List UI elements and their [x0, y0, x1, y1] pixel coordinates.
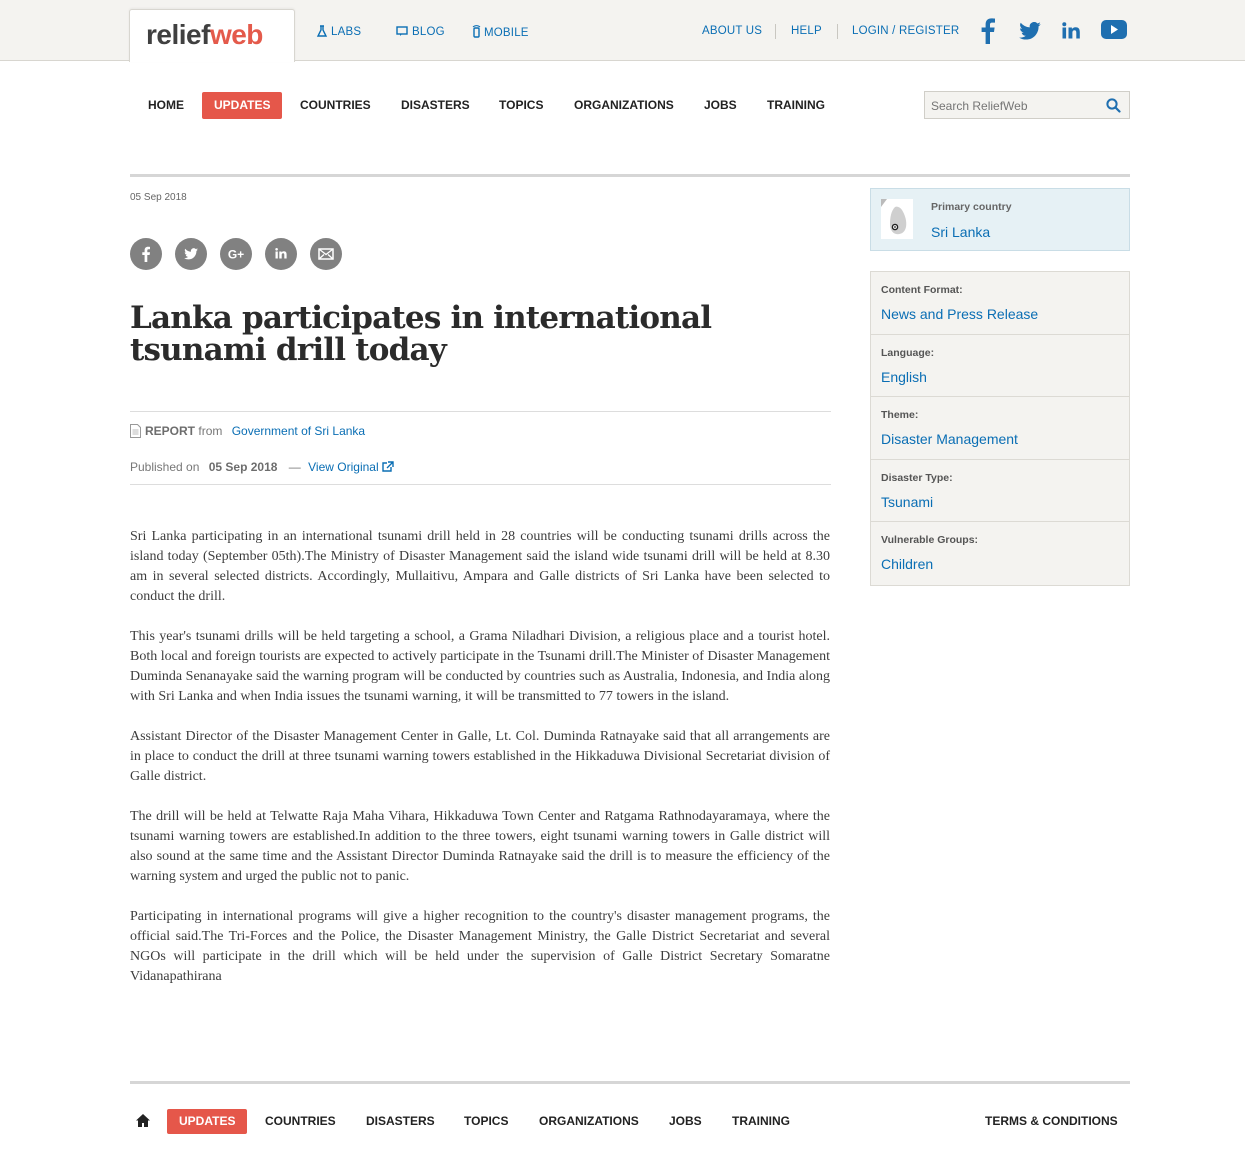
facet-label: Language:	[881, 346, 935, 359]
email-icon	[310, 238, 342, 270]
youtube-icon[interactable]	[1101, 20, 1127, 39]
facet-vulnerable-groups	[871, 522, 1129, 585]
external-link-icon	[382, 461, 394, 472]
source-link[interactable]: Government of Sri Lanka	[231, 424, 366, 438]
nav-disasters[interactable]: DISASTERS	[401, 98, 470, 112]
login-register-link[interactable]: LOGIN / REGISTER	[852, 25, 960, 37]
mobile-icon	[472, 25, 481, 38]
footer-disasters[interactable]: DISASTERS	[366, 1114, 435, 1128]
body-paragraph: Participating in international programs will give a higher recognition to the country's disaster management programs, the official said.The Tri-Forces and the Police, the Disaster Management Ministry, the Galle District Secretariat and several NGOs will participate in the drill which will be held under the supervision of Galle District Secretary Somaratne Vidanapathirana	[130, 909, 830, 984]
dash-separator: —	[288, 460, 301, 474]
flask-icon	[316, 25, 328, 37]
nav-countries[interactable]: COUNTRIES	[300, 98, 371, 112]
blog-label: BLOG	[412, 26, 445, 38]
divider	[775, 24, 776, 39]
report-line	[130, 424, 365, 438]
published-label: Published on	[130, 460, 200, 474]
view-original-label: View Original	[308, 460, 379, 474]
logo-text-web: web	[209, 19, 263, 50]
primary-country-label: Primary country	[931, 201, 1012, 213]
divider	[837, 24, 838, 39]
facet-label: Content Format:	[881, 284, 963, 296]
linkedin-icon	[265, 238, 297, 270]
facets-box	[870, 271, 1130, 586]
linkedin-icon[interactable]	[1062, 22, 1081, 39]
footer-home-link[interactable]	[126, 1109, 160, 1134]
published-line	[130, 460, 394, 474]
nav-updates[interactable]: UPDATES	[202, 92, 282, 119]
facet-value-link[interactable]: Tsunami	[881, 493, 934, 510]
country-map-icon	[881, 199, 913, 239]
footer-jobs[interactable]: JOBS	[669, 1114, 702, 1128]
share-facebook-button[interactable]	[130, 238, 162, 270]
footer-updates[interactable]: UPDATES	[167, 1109, 247, 1134]
divider	[130, 174, 1130, 177]
search-input[interactable]	[931, 97, 1096, 114]
report-type: REPORT	[145, 424, 196, 438]
share-linkedin-button[interactable]	[265, 238, 297, 270]
facet-label: Disaster Type:	[881, 471, 953, 484]
nav-training[interactable]: TRAINING	[767, 98, 825, 112]
facet-value-link[interactable]: Children	[881, 556, 934, 573]
facet-theme	[871, 397, 1129, 460]
facet-value-link[interactable]: Disaster Management	[881, 431, 1018, 448]
terms-conditions-link[interactable]: TERMS & CONDITIONS	[985, 1114, 1118, 1128]
facebook-icon[interactable]	[980, 18, 996, 44]
logo-tab[interactable]	[129, 9, 295, 62]
nav-jobs[interactable]: JOBS	[704, 98, 737, 112]
help-link[interactable]: HELP	[791, 25, 822, 37]
body-paragraph: Sri Lanka participating in an international tsunami drill held in 28 countries will be conducting tsunami drills across the island today (September 05th).The Ministry of Disaster Management said the island wide tsunami drill will be held at 8.30 am in several selected districts. Accordingly, Mullaitivu, Ampara and Galle districts of Sri Lanka have been selected to conduct the drill.	[130, 529, 830, 604]
from-label: from	[198, 424, 223, 438]
about-us-link[interactable]: ABOUT US	[702, 25, 763, 37]
body-paragraph: The drill will be held at Telwatte Raja Maha Vihara, Hikkaduwa Town Center and Ratgama Rathnodayaramaya, where the tsunami warning towers are established.In addition to the three towers, eight tsunami warning towers in Galle district will also sound at the same time and the Assistant Director Duminda Ratnayake said the drill is to measure the efficiency of the warning system and urged the public not to panic.	[130, 809, 830, 884]
top-bar	[0, 0, 1245, 61]
nav-home[interactable]: HOME	[148, 98, 184, 112]
facet-value-link[interactable]: News and Press Release	[881, 306, 1039, 322]
footer-countries[interactable]: COUNTRIES	[265, 1114, 336, 1128]
footer-topics[interactable]: TOPICS	[464, 1114, 509, 1128]
twitter-icon	[175, 238, 207, 270]
labs-label: LABS	[331, 26, 362, 38]
twitter-icon[interactable]	[1019, 22, 1041, 40]
nav-topics[interactable]: TOPICS	[499, 98, 544, 112]
mobile-link[interactable]	[472, 25, 529, 39]
document-icon	[130, 424, 141, 438]
labs-link[interactable]	[316, 25, 361, 38]
body-paragraph: This year's tsunami drills will be held targeting a school, a Grama Niladhari Division, a religious place and a tourist hotel. Both local and foreign tourists are expected to actively participate in the Tsunami drill.The Minister of Disaster Management Duminda Senanayake said the warning program will be conducted by countries such as Australia, Indonesia, and India along with Sri Lanka and when India issues the tsunami warning, it will be transmitted to 77 towers in the island.	[130, 629, 830, 704]
facet-value-link[interactable]: English	[881, 368, 927, 385]
share-google-plus-button[interactable]	[220, 238, 252, 270]
google-plus-icon	[220, 238, 252, 270]
facebook-icon	[130, 238, 162, 270]
view-original-link[interactable]	[308, 460, 394, 474]
primary-country-link[interactable]: Sri Lanka	[931, 224, 991, 240]
article-body	[130, 527, 830, 1007]
share-twitter-button[interactable]	[175, 238, 207, 270]
search-icon[interactable]	[1106, 98, 1121, 113]
primary-country-box	[870, 188, 1130, 251]
article-meta	[130, 411, 831, 485]
nav-organizations[interactable]: ORGANIZATIONS	[574, 98, 674, 112]
article-date: 05 Sep 2018	[130, 192, 187, 203]
article-title: Lanka participates in international tsunami drill today	[130, 300, 712, 368]
facet-label: Vulnerable Groups:	[881, 534, 979, 547]
sri-lanka-map-icon	[881, 199, 913, 239]
footer-organizations[interactable]: ORGANIZATIONS	[539, 1114, 639, 1128]
footer-nav	[130, 1109, 1130, 1134]
divider	[130, 1081, 1130, 1084]
footer-training[interactable]: TRAINING	[732, 1114, 790, 1128]
facet-language	[871, 335, 1129, 398]
svg-text:G+: G+	[227, 247, 245, 262]
home-icon	[136, 1114, 150, 1127]
facet-content-format	[871, 272, 1129, 335]
facet-disaster-type	[871, 460, 1129, 523]
facet-label: Theme:	[881, 409, 919, 422]
logo-text-relief: relief	[146, 19, 210, 50]
search-box	[924, 91, 1130, 119]
share-email-button[interactable]	[310, 238, 342, 270]
body-paragraph: Assistant Director of the Disaster Management Center in Galle, Lt. Col. Duminda Ratnayake said that all arrangements are in place to conduct the drill at three tsunami warning towers established in the Hikkaduwa Divisional Secretariat division of Galle district.	[130, 729, 830, 784]
blog-icon	[396, 25, 409, 37]
mobile-label: MOBILE	[484, 27, 529, 39]
blog-link[interactable]	[396, 25, 445, 38]
published-date: 05 Sep 2018	[208, 460, 278, 474]
logo[interactable]	[146, 19, 263, 51]
